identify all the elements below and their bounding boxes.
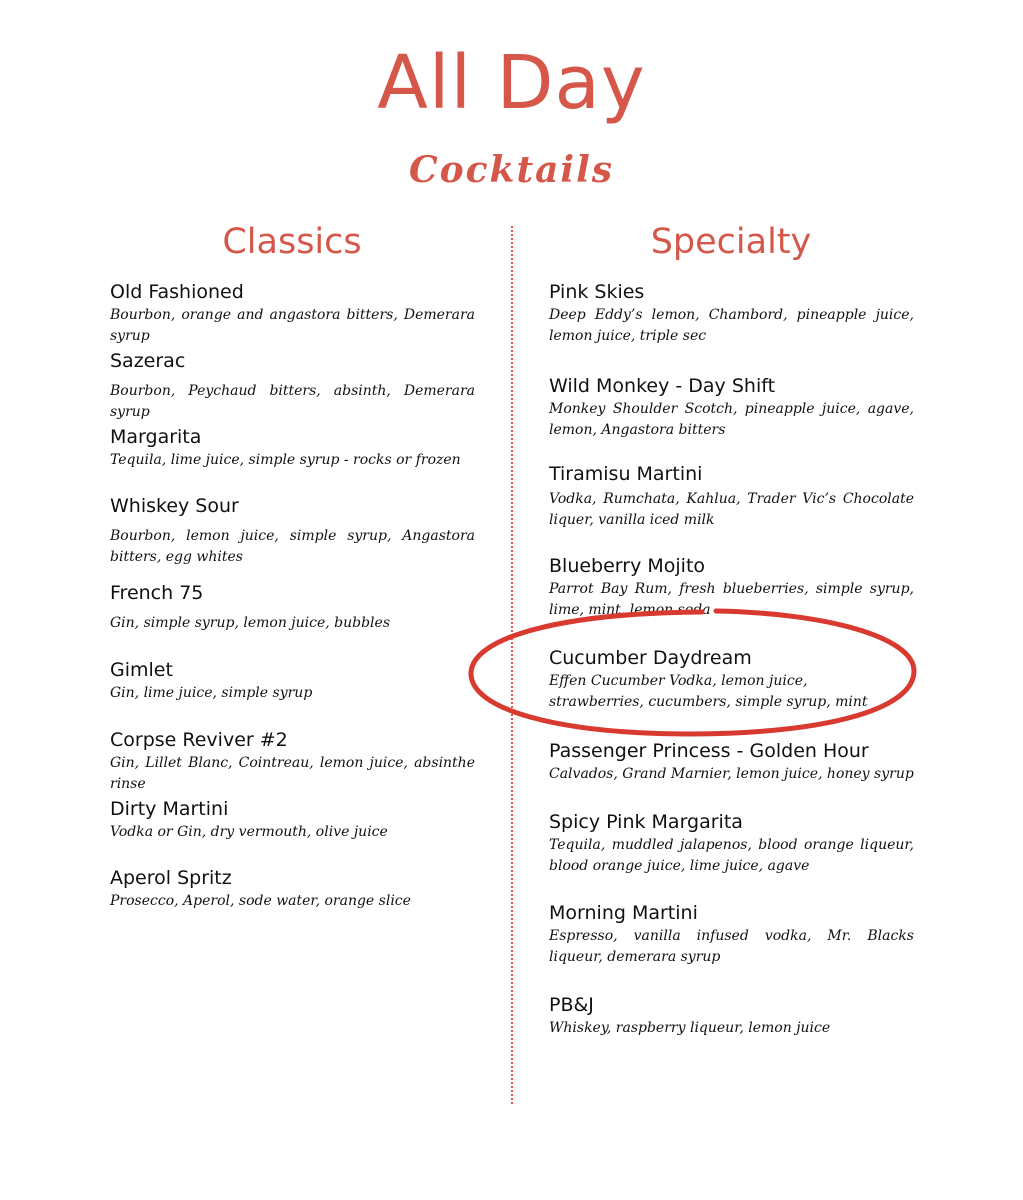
menu-item-description: Parrot Bay Rum, fresh blueberries, simple syrup, lime, mint, lemon soda bbox=[549, 581, 914, 618]
classics-heading: Classics bbox=[222, 222, 362, 262]
menu-item-name: Wild Monkey - Day Shift bbox=[549, 375, 776, 397]
menu-item-wild-monkey bbox=[549, 373, 914, 441]
menu-item-tiramisu-martini bbox=[549, 461, 914, 531]
specialty-heading: Specialty bbox=[650, 222, 812, 262]
menu-item-name: French 75 bbox=[110, 582, 204, 604]
menu-item-description: Espresso, vanilla infused vodka, Mr. Blacks liqueur, demerara syrup bbox=[549, 928, 914, 965]
menu-item-cucumber-daydream bbox=[549, 645, 889, 713]
menu-item-morning-martini bbox=[549, 900, 914, 968]
menu-item-name: Old Fashioned bbox=[110, 281, 244, 303]
menu-item-aperol-spritz bbox=[110, 865, 475, 912]
menu-item-name: Pink Skies bbox=[549, 281, 645, 303]
menu-item-description: Bourbon, lemon juice, simple syrup, Angastora bitters, egg whites bbox=[110, 528, 475, 565]
menu-item-name: Passenger Princess - Golden Hour bbox=[549, 740, 869, 762]
menu-item-name: Morning Martini bbox=[549, 902, 698, 924]
menu-item-old-fashioned bbox=[110, 279, 475, 347]
menu-item-blueberry-mojito bbox=[549, 553, 914, 621]
menu-item-description: Tequila, muddled jalapenos, blood orange liqueur, blood orange juice, lime juice, agave bbox=[549, 837, 914, 874]
menu-item-description: Gin, lime juice, simple syrup bbox=[110, 685, 313, 701]
menu-item-description: Whiskey, raspberry liqueur, lemon juice bbox=[549, 1020, 831, 1036]
menu-item-gimlet bbox=[110, 657, 475, 704]
menu-item-description: Effen Cucumber Vodka, lemon juice, strawberries, cucumbers, simple syrup, mint bbox=[549, 673, 868, 710]
menu-item-description: Tequila, lime juice, simple syrup - rocks or frozen bbox=[110, 452, 461, 468]
menu-title: All Day bbox=[377, 40, 646, 126]
menu-item-name: Spicy Pink Margarita bbox=[549, 811, 743, 833]
menu-item-description: Bourbon, orange and angastora bitters, Demerara syrup bbox=[110, 307, 475, 344]
menu-item-name: Dirty Martini bbox=[110, 798, 229, 820]
menu-item-spicy-pink-margarita bbox=[549, 809, 914, 877]
menu-item-name: Corpse Reviver #2 bbox=[110, 729, 288, 751]
menu-item-name: Aperol Spritz bbox=[110, 867, 232, 889]
menu-item-description: Deep Eddy’s lemon, Chambord, pineapple juice, lemon juice, triple sec bbox=[549, 307, 914, 344]
menu-item-corpse-reviver bbox=[110, 727, 475, 795]
menu-item-description: Gin, Lillet Blanc, Cointreau, lemon juice, absinthe rinse bbox=[110, 755, 475, 792]
menu-item-description: Monkey Shoulder Scotch, pineapple juice, agave, lemon, Angastora bitters bbox=[549, 401, 914, 438]
menu-item-pink-skies bbox=[549, 279, 914, 347]
menu-item-description: Prosecco, Aperol, sode water, orange slice bbox=[110, 893, 411, 909]
menu-item-name: Whiskey Sour bbox=[110, 495, 239, 517]
menu-item-name: PB&J bbox=[549, 994, 594, 1016]
menu-item-name: Cucumber Daydream bbox=[549, 647, 752, 669]
menu-item-description: Gin, simple syrup, lemon juice, bubbles bbox=[110, 615, 390, 631]
menu-item-name: Tiramisu Martini bbox=[549, 463, 703, 485]
menu-item-description: Vodka or Gin, dry vermouth, olive juice bbox=[110, 824, 388, 840]
menu-item-pbj bbox=[549, 992, 914, 1039]
menu-item-name: Gimlet bbox=[110, 659, 173, 681]
menu-item-name: Margarita bbox=[110, 426, 202, 448]
menu-item-description: Vodka, Rumchata, Kahlua, Trader Vic’s Chocolate liquer, vanilla iced milk bbox=[549, 491, 914, 528]
menu-item-margarita bbox=[110, 424, 475, 471]
menu-item-dirty-martini bbox=[110, 796, 475, 843]
menu-item-sazerac bbox=[110, 348, 475, 423]
menu-item-passenger-princess bbox=[549, 738, 914, 785]
menu-item-french-75 bbox=[110, 580, 475, 634]
menu-item-whiskey-sour bbox=[110, 493, 475, 568]
menu-item-name: Sazerac bbox=[110, 350, 186, 372]
menu-item-description: Calvados, Grand Marnier, lemon juice, honey syrup bbox=[549, 766, 914, 782]
menu-subtitle: Cocktails bbox=[408, 149, 615, 191]
menu-item-name: Blueberry Mojito bbox=[549, 555, 706, 577]
menu-item-description: Bourbon, Peychaud bitters, absinth, Demerara syrup bbox=[110, 383, 475, 420]
column-divider bbox=[511, 226, 513, 1104]
